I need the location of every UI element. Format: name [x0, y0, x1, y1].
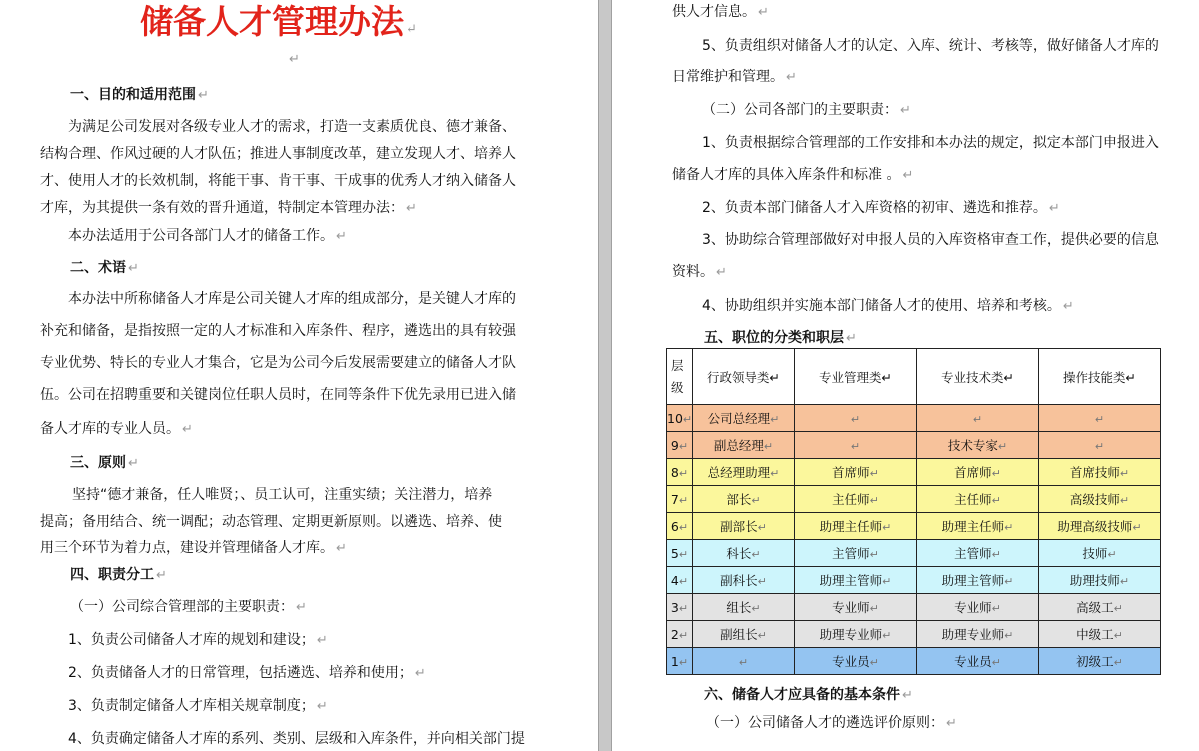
table-row — [667, 567, 1161, 594]
table-cell: 助理专业师↵ — [795, 621, 917, 648]
s1-p1-line: 结构合理、作风过硬的人才队伍；推进人事制度改革，建立发现人才、培养人 — [40, 146, 516, 162]
header-skills: 操作技能类↵ — [1039, 349, 1161, 405]
level-cell: 4↵ — [667, 567, 693, 594]
table-cell: 专业员↵ — [795, 648, 917, 675]
table-cell: 助理高级技师↵ — [1039, 513, 1161, 540]
level-cell: 10↵ — [667, 405, 693, 432]
table-cell: 副部长↵ — [693, 513, 795, 540]
table-row — [667, 540, 1161, 567]
s3-p1-line: 坚持“德才兼备，任人唯贤；、员工认可，注重实绩；关注潜力，培养 — [72, 487, 493, 503]
table-cell: 主管师↵ — [917, 540, 1039, 567]
r-item5-line: 日常维护和管理。 ↵ — [672, 69, 797, 85]
table-cell: 总经理助理↵ — [693, 459, 795, 486]
s3-p1-line: 用三个环节为着力点，建设并管理储备人才库。 ↵ — [40, 540, 347, 556]
table-cell: 助理技师↵ — [1039, 567, 1161, 594]
s4-item: 4、负责确定储备人才库的系列、类别、层级和入库条件，并向相关部门提 — [68, 731, 525, 747]
s4-item: 3、负责制定储备人才库相关规章制度； ↵ — [68, 698, 328, 714]
table-cell: ↵ — [693, 648, 795, 675]
s1-p1-line: 才、使用人才的长效机制，将能干事、肯干事、干成事的优秀人才纳入储备人 — [40, 173, 516, 189]
r-dept3-line: 3、协助综合管理部做好对申报人员的入库资格审查工作，提供必要的信息 — [702, 232, 1159, 248]
table-cell: 主任师↵ — [917, 486, 1039, 513]
r-cont-line: 供人才信息。 ↵ — [672, 4, 769, 20]
section-3-heading: 三、原则 ↵ — [70, 455, 139, 471]
table-cell: 助理主管师↵ — [795, 567, 917, 594]
section-1-heading: 一、目的和适用范围 ↵ — [70, 87, 209, 103]
s2-p1-line: 伍。公司在招聘重要和关键岗位任职人员时，在同等条件下优先录用已进入储 — [40, 387, 516, 403]
table-cell: 部长↵ — [693, 486, 795, 513]
section-4-heading: 四、职责分工 ↵ — [70, 567, 167, 583]
table-cell: 高级工↵ — [1039, 594, 1161, 621]
paragraph-mark: ↵ — [406, 22, 417, 37]
level-cell: 3↵ — [667, 594, 693, 621]
table-row — [667, 513, 1161, 540]
s6-subheading: （一）公司储备人才的遴选评价原则： ↵ — [706, 715, 957, 731]
table-row — [667, 621, 1161, 648]
page-gap — [598, 0, 612, 751]
s1-p2: 本办法适用于公司各部门人才的储备工作。 ↵ — [68, 228, 347, 244]
r-subheading-2: （二）公司各部门的主要职责： ↵ — [702, 102, 911, 118]
table-cell: 专业师↵ — [917, 594, 1039, 621]
table-cell: 专业员↵ — [917, 648, 1039, 675]
level-cell: 7↵ — [667, 486, 693, 513]
table-cell: 主管师↵ — [795, 540, 917, 567]
header-level: 层级 — [667, 349, 693, 405]
table-cell: 副组长↵ — [693, 621, 795, 648]
r-dept3-line: 资料。 ↵ — [672, 264, 727, 280]
header-management: 专业管理类↵ — [795, 349, 917, 405]
table-cell: 公司总经理↵ — [693, 405, 795, 432]
table-cell: 首席师↵ — [795, 459, 917, 486]
table-cell: ↵ — [917, 405, 1039, 432]
position-level-table — [666, 348, 1161, 675]
s2-p1-line: 备人才库的专业人员。 ↵ — [40, 421, 193, 437]
r-dept1-line: 储备人才库的具体入库条件和标准 。 ↵ — [672, 167, 914, 183]
table-cell: 主任师↵ — [795, 486, 917, 513]
document-page-left — [0, 0, 598, 751]
table-cell: 助理主管师↵ — [917, 567, 1039, 594]
document-title: 储备人才管理办法 ↵ — [140, 2, 417, 41]
s2-p1-line: 专业优势、特长的专业人才集合，它是为公司今后发展需要建立的储备人才队 — [40, 355, 516, 371]
table-row — [667, 432, 1161, 459]
table-cell: ↵ — [795, 405, 917, 432]
section-2-heading: 二、术语 ↵ — [70, 260, 139, 276]
s1-p1-line: 为满足公司发展对各级专业人才的需求，打造一支素质优良、德才兼备、 — [68, 119, 516, 135]
table-row — [667, 459, 1161, 486]
table-cell: 助理主任师↵ — [795, 513, 917, 540]
level-cell: 1↵ — [667, 648, 693, 675]
s4-item: 1、负责公司储备人才库的规划和建设； ↵ — [68, 632, 328, 648]
s2-p1-line: 本办法中所称储备人才库是公司关键人才库的组成部分，是关键人才库的 — [68, 291, 516, 307]
s1-p1-line: 才库，为其提供一条有效的晋升通道，特制定本管理办法： ↵ — [40, 200, 417, 216]
table-cell: 助理主任师↵ — [917, 513, 1039, 540]
table-cell: 首席师↵ — [917, 459, 1039, 486]
table-cell: 中级工↵ — [1039, 621, 1161, 648]
s2-p1-line: 补充和储备，是指按照一定的人才标准和入库条件、程序，遴选出的具有较强 — [40, 323, 516, 339]
level-cell: 5↵ — [667, 540, 693, 567]
s4-subheading: （一）公司综合管理部的主要职责： ↵ — [70, 599, 307, 615]
table-cell: 副科长↵ — [693, 567, 795, 594]
s3-p1-line: 提高；备用结合、统一调配；动态管理、定期更新原则。以遴选、培养、使 — [40, 514, 502, 530]
header-technical: 专业技术类↵ — [917, 349, 1039, 405]
table-row — [667, 486, 1161, 513]
table-cell: 专业师↵ — [795, 594, 917, 621]
table-cell: 技术专家↵ — [917, 432, 1039, 459]
r-item5-line: 5、负责组织对储备人才的认定、入库、统计、考核等，做好储备人才库的 — [702, 38, 1159, 54]
table-cell: 首席技师↵ — [1039, 459, 1161, 486]
table-cell: 副总经理↵ — [693, 432, 795, 459]
table-cell: ↵ — [1039, 432, 1161, 459]
section-5-heading: 五、职位的分类和职层 ↵ — [704, 330, 857, 346]
s4-item: 2、负责储备人才的日常管理，包括遴选、培养和使用； ↵ — [68, 665, 426, 681]
r-dept2-line: 2、负责本部门储备人才入库资格的初审、遴选和推荐。 ↵ — [702, 200, 1060, 216]
table-cell: 高级技师↵ — [1039, 486, 1161, 513]
level-cell: 8↵ — [667, 459, 693, 486]
table-cell: 科长↵ — [693, 540, 795, 567]
table-row — [667, 648, 1161, 675]
level-cell: 9↵ — [667, 432, 693, 459]
table-cell: 技师↵ — [1039, 540, 1161, 567]
level-cell: 6↵ — [667, 513, 693, 540]
table-cell: 初级工↵ — [1039, 648, 1161, 675]
r-dept4-line: 4、协助组织并实施本部门储备人才的使用、培养和考核。 ↵ — [702, 298, 1074, 314]
header-admin: 行政领导类↵ — [693, 349, 795, 405]
table-row — [667, 594, 1161, 621]
table-cell: ↵ — [1039, 405, 1161, 432]
table-cell: ↵ — [795, 432, 917, 459]
paragraph-mark: ↵ — [289, 52, 300, 67]
table-cell: 组长↵ — [693, 594, 795, 621]
section-6-heading: 六、储备人才应具备的基本条件 ↵ — [704, 687, 913, 703]
r-dept1-line: 1、负责根据综合管理部的工作安排和本办法的规定，拟定本部门申报进入 — [702, 135, 1159, 151]
table-row — [667, 405, 1161, 432]
level-cell: 2↵ — [667, 621, 693, 648]
table-cell: 助理专业师↵ — [917, 621, 1039, 648]
table-header-row — [667, 349, 1161, 405]
table-body — [667, 405, 1161, 675]
